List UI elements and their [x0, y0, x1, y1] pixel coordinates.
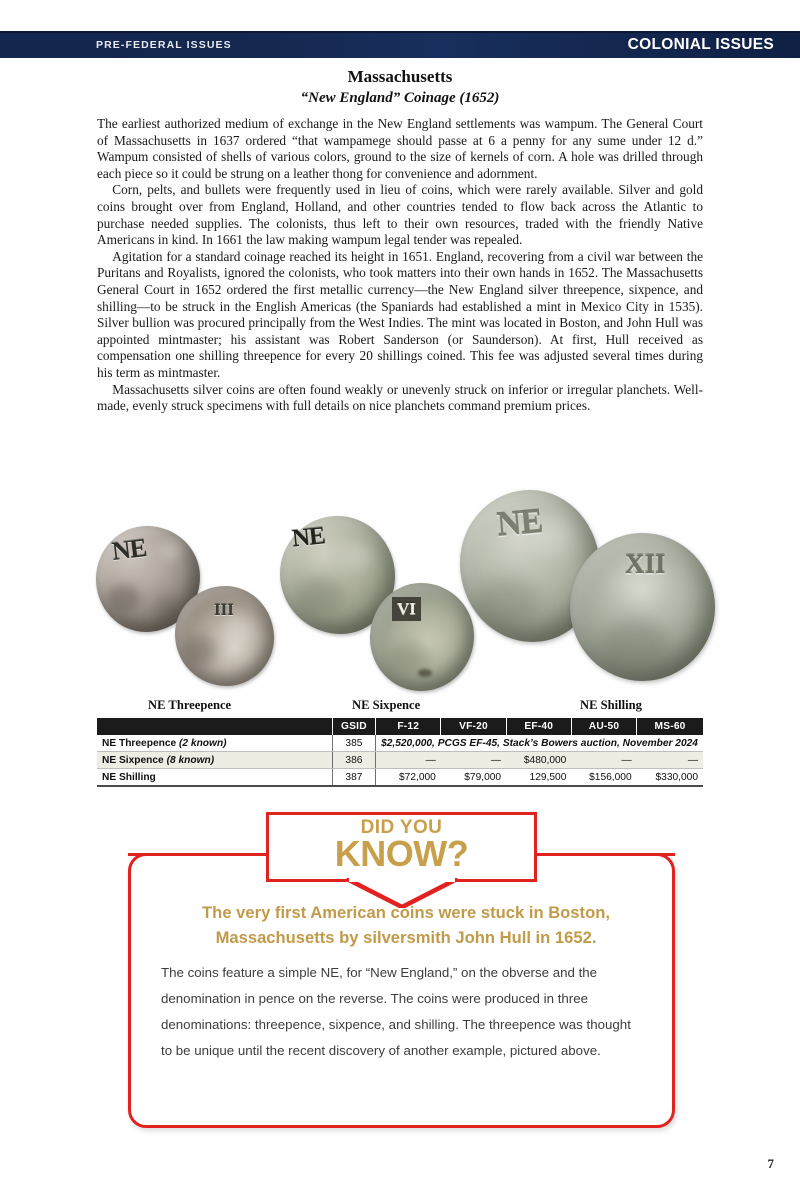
coin-photo-plate	[90, 488, 715, 693]
cell-f12: $72,000	[376, 769, 441, 787]
caption-ne-shilling: NE Shilling	[580, 698, 642, 712]
did-you-know-callout	[128, 812, 675, 1128]
col-ef40: EF-40	[506, 718, 571, 735]
running-header	[0, 31, 800, 58]
col-gsid: GSID	[332, 718, 375, 735]
banner-bottom-right	[456, 879, 537, 882]
row-gsid: 385	[332, 735, 375, 752]
cell-ms60: —	[637, 752, 703, 769]
table-row	[97, 735, 703, 752]
coin-ne-sixpence-reverse	[370, 583, 474, 691]
callout-rule-left	[128, 853, 267, 856]
paragraph-1: The earliest authorized medium of exchange in the New England settlements was wampum. The General Court of Massachusetts in 1637 ordered “that wampamege should passe at 6 a penny for any sume under 12 d.” Wampum consisted of shells of various colors, ground to the size of kernels of corn. A hole was drilled through each piece so it could be strung on a leather thong for convenience and adornment.	[97, 116, 703, 181]
cell-ef40: $480,000	[506, 752, 571, 769]
col-ms60: MS-60	[637, 718, 703, 735]
row-gsid: 387	[332, 769, 375, 787]
banner-line-2: KNOW?	[334, 833, 469, 874]
row-gsid: 386	[332, 752, 375, 769]
cell-ms60: $330,000	[637, 769, 703, 787]
caption-ne-sixpence: NE Sixpence	[352, 698, 421, 712]
cell-f12: —	[376, 752, 441, 769]
col-vf20: VF-20	[441, 718, 506, 735]
col-au50: AU-50	[571, 718, 636, 735]
caption-ne-threepence: NE Threepence	[148, 698, 232, 712]
coin-ne-shilling-reverse	[570, 533, 715, 681]
cell-vf20: $79,000	[441, 769, 506, 787]
page-title: Massachusetts	[347, 67, 453, 86]
row-auction-note: $2,520,000, PCGS EF-45, Stack’s Bowers auction, November 2024	[376, 735, 703, 752]
table-row	[97, 769, 703, 787]
paragraph-3: Agitation for a standard coinage reached its height in 1651. England, recovering from a civil war between the Puritans and Royalists, ignored the colonists, who took matters into their own hands in 1652. The Massachusetts General Court in 1652 ordered the first metallic currency—the New England silver threepence, sixpence, and shilling—to be struck in the English Americas (the Spaniards had established a mint in Mexico City in 1535). Silver bullion was procured principally from the West Indies. The mint was located in Boston, and John Hull was appointed mintmaster; his assistant was Robert Sanderson (or Saunderson). At first, Hull received as compensation one shilling threepence for every 20 shillings coined. This fee was adjusted several times during his term as mintmaster.	[97, 248, 703, 380]
article-body	[97, 116, 703, 415]
coin-stamp-vi: VI	[392, 597, 421, 621]
callout-headline: The very first American coins were stuck in Boston, Massachusetts by silversmith John Hull in 1652.	[202, 903, 610, 947]
row-denomination	[97, 769, 332, 787]
row-name: NE Sixpence	[102, 754, 164, 766]
header-section-right: COLONIAL ISSUES	[627, 35, 774, 53]
callout-rule-right	[536, 853, 675, 856]
callout-body: The coins feature a simple NE, for “New England,” on the obverse and the denomination in pence on the reverse. The coins were produced in three denominations: threepence, sixpence, and shilling. The threepence was thought to be unique until the recent discovery of another example, pictured above.	[161, 965, 631, 1058]
row-qualifier: (8 known)	[166, 754, 215, 766]
coin-stamp-ne: NE	[495, 503, 544, 544]
table-row	[97, 752, 703, 769]
row-denomination	[97, 735, 332, 752]
coin-stamp-ne: NE	[110, 533, 148, 566]
cell-au50: $156,000	[571, 769, 636, 787]
row-name: NE Threepence	[102, 737, 177, 749]
cell-au50: —	[571, 752, 636, 769]
row-denomination	[97, 752, 332, 769]
cell-ef40: 129,500	[506, 769, 571, 787]
col-denomination	[97, 718, 332, 735]
paragraph-4: Massachusetts silver coins are often found weakly or unevenly struck on inferior or irregular planchets. Well-made, evenly struck specimens with full details on nice planchets command premium prices.	[97, 381, 703, 414]
coin-ne-threepence-reverse	[175, 586, 274, 686]
header-section-left: PRE-FEDERAL ISSUES	[96, 38, 232, 51]
row-name: NE Shilling	[102, 771, 156, 783]
banner-line-1: DID YOU	[360, 817, 443, 838]
page-number: 7	[767, 1156, 774, 1171]
row-qualifier: (2 known)	[179, 737, 227, 749]
col-f12: F-12	[376, 718, 441, 735]
page-subtitle: “New England” Coinage (1652)	[300, 90, 500, 106]
table-header-row	[97, 718, 703, 735]
banner-bottom-left	[266, 879, 347, 882]
cell-vf20: —	[441, 752, 506, 769]
price-table	[97, 718, 703, 787]
paragraph-2: Corn, pelts, and bullets were frequently used in lieu of coins, which were rarely available. Silver and gold coins brought over from England, Holland, and other countries tended to flow back across the Atlantic to purchase needed supplies. The colonists, thus left to their own resources, traded with the friendly Native Americans in kind. In 1661 the law making wampum legal tender was repealed.	[97, 182, 703, 248]
coin-stamp-xii: XII	[625, 549, 666, 579]
coin-stamp-ne: NE	[290, 522, 327, 553]
coin-stamp-iii: III	[214, 600, 234, 619]
